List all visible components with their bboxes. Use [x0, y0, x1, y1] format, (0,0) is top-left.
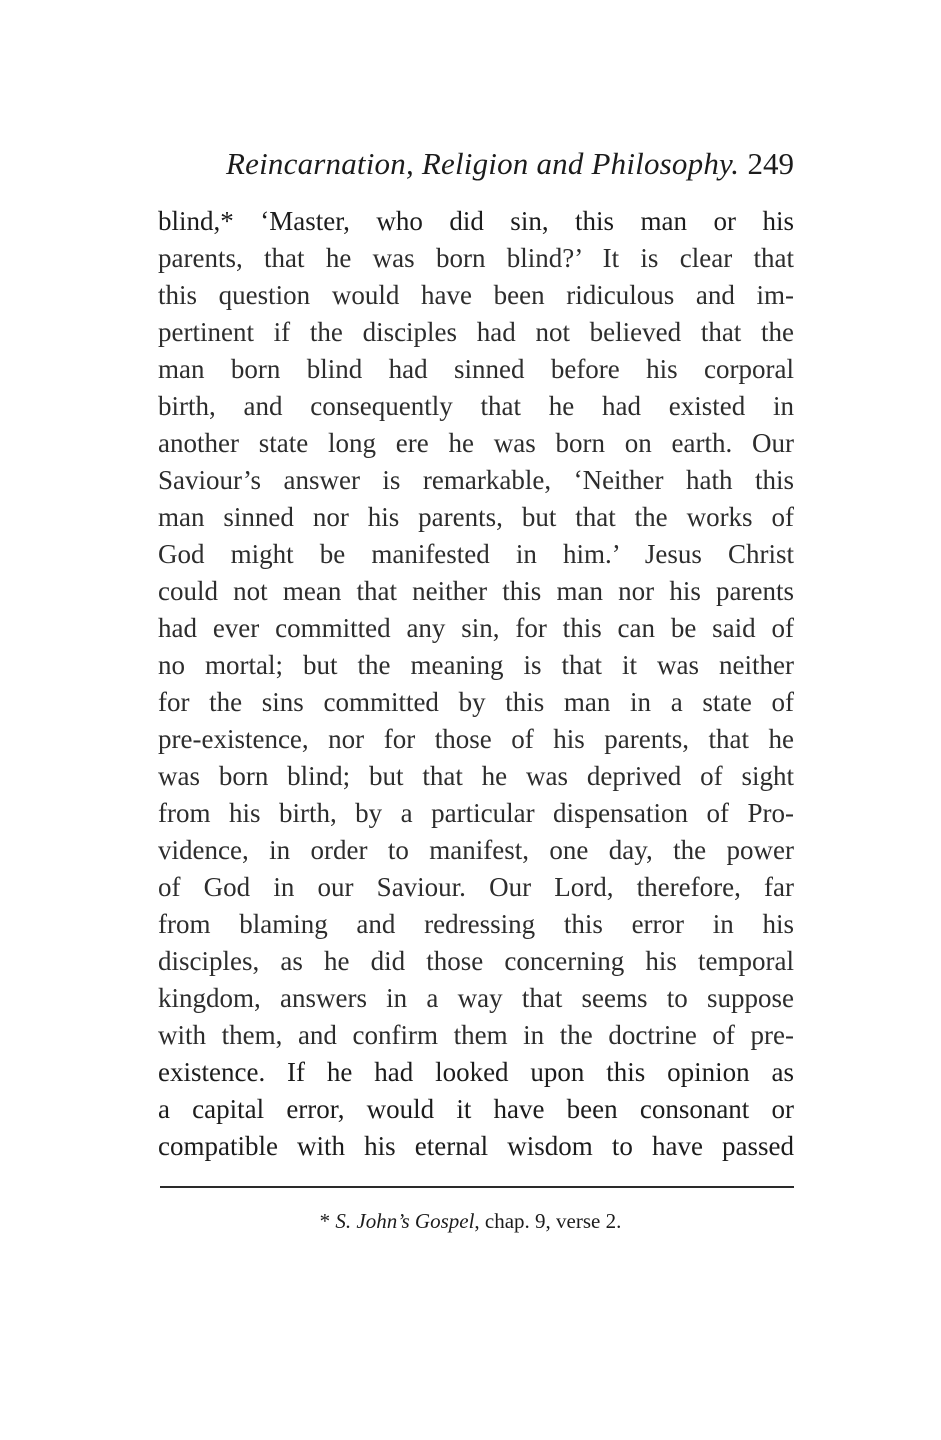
text-line: a capital error, would it have been consonant or [158, 1094, 794, 1124]
text-line: Saviour’s answer is remarkable, ‘Neither hath this [158, 465, 794, 495]
body-text [158, 203, 794, 1165]
text-line: compatible with his eternal wisdom to have passed [158, 1131, 794, 1161]
text-line: blind,* ‘Master, who did sin, this man or his [158, 206, 794, 236]
footnote [0, 1207, 941, 1235]
text-line: birth, and consequently that he had existed in [158, 391, 794, 421]
text-line: was born blind; but that he was deprived of sight [158, 761, 794, 791]
text-line: man born blind had sinned before his corporal [158, 354, 794, 384]
text-line: man sinned nor his parents, but that the works of [158, 502, 794, 532]
text-line: pertinent if the disciples had not believed that the [158, 317, 794, 347]
text-line: parents, that he was born blind?’ It is clear that [158, 243, 794, 273]
text-line: no mortal; but the meaning is that it was neither [158, 650, 794, 680]
text-line: disciples, as he did those concerning his temporal [158, 946, 794, 976]
text-line: had ever committed any sin, for this can be said of [158, 613, 794, 643]
running-header [160, 142, 794, 186]
text-line: vidence, in order to manifest, one day, the power [158, 835, 794, 865]
text-line: kingdom, answers in a way that seems to suppose [158, 983, 794, 1013]
page-number: 249 [747, 146, 794, 181]
running-title: Reincarnation, Religion and Philosophy. [226, 146, 740, 181]
text-line: another state long ere he was born on earth. Our [158, 428, 794, 458]
text-line: could not mean that neither this man nor his parents [158, 576, 794, 606]
text-line: God might be manifested in him.’ Jesus Christ [158, 539, 794, 569]
footnote-source: S. John’s Gospel [335, 1209, 475, 1233]
text-line: from blaming and redressing this error in his [158, 909, 794, 939]
text-line: for the sins committed by this man in a state of [158, 687, 794, 717]
text-line: of God in our Saviour. Our Lord, therefore, far [158, 872, 794, 902]
text-line: from his birth, by a particular dispensation of Pro- [158, 798, 794, 828]
text-line: existence. If he had looked upon this opinion as [158, 1057, 794, 1087]
text-line: pre-existence, nor for those of his parents, that he [158, 724, 794, 754]
footnote-marker: * [319, 1209, 336, 1233]
footnote-divider [160, 1186, 794, 1188]
text-line: with them, and confirm them in the doctrine of pre- [158, 1020, 794, 1050]
footnote-citation: , chap. 9, verse 2. [474, 1209, 622, 1233]
text-line: this question would have been ridiculous and im- [158, 280, 794, 310]
